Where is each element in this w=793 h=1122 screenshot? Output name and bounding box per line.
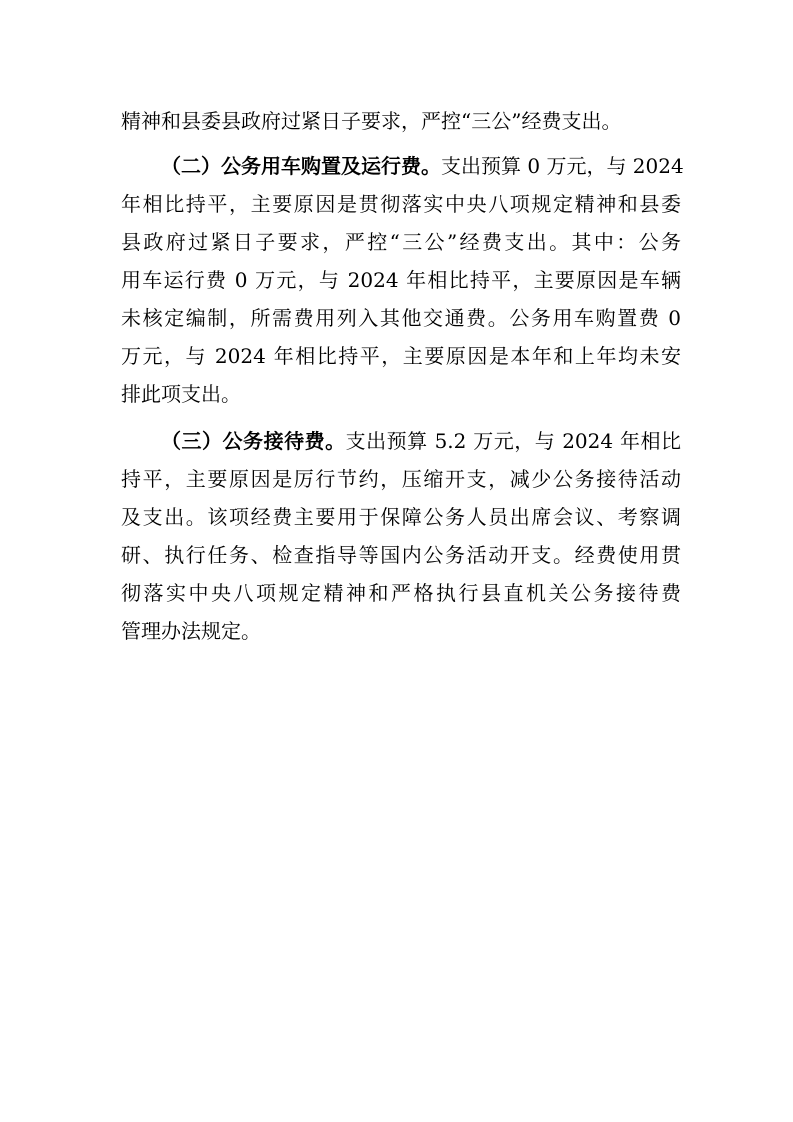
text-run: 支出预算 0 万元，与 2024 [441, 154, 684, 178]
text-line: 未核定编制，所需费用列入其他交通费。公务用车购置费 0 [121, 306, 681, 330]
text-line: 用车运行费 0 万元，与 2024 年相比持平，主要原因是车辆 [121, 268, 681, 292]
text-line [121, 422, 681, 460]
text-line: 管理办法规定。 [121, 619, 261, 643]
text-line: 持平，主要原因是厉行节约，压缩开支，减少公务接待活动 [121, 467, 681, 491]
text-run: 支出预算 5.2 万元，与 2024 年相比 [345, 429, 681, 453]
text-line: 县政府过紧日子要求，严控“三公”经费支出。其中：公务 [121, 230, 681, 254]
paragraph-continuation [121, 102, 681, 140]
text-line [121, 147, 684, 185]
text-line: 及支出。该项经费主要用于保障公务人员出席会议、考察调 [121, 505, 681, 529]
text-line: 研、执行任务、检查指导等国内公务活动开支。经费使用贯 [121, 543, 681, 567]
text-line: 精神和县委县政府过紧日子要求，严控“三公”经费支出。 [121, 109, 622, 133]
text-line: 万元，与 2024 年相比持平，主要原因是本年和上年均未安 [121, 344, 681, 368]
text-line: 年相比持平，主要原因是贯彻落实中央八项规定精神和县委 [121, 192, 681, 216]
paragraph-reception-expenses [121, 422, 681, 650]
paragraph-vehicle-expenses [121, 147, 684, 413]
section-heading: （二）公务用车购置及运行费。 [161, 154, 441, 178]
text-line: 彻落实中央八项规定精神和严格执行县直机关公务接待费 [121, 581, 681, 605]
text-line: 排此项支出。 [121, 382, 241, 406]
section-heading: （三）公务接待费。 [161, 429, 346, 453]
